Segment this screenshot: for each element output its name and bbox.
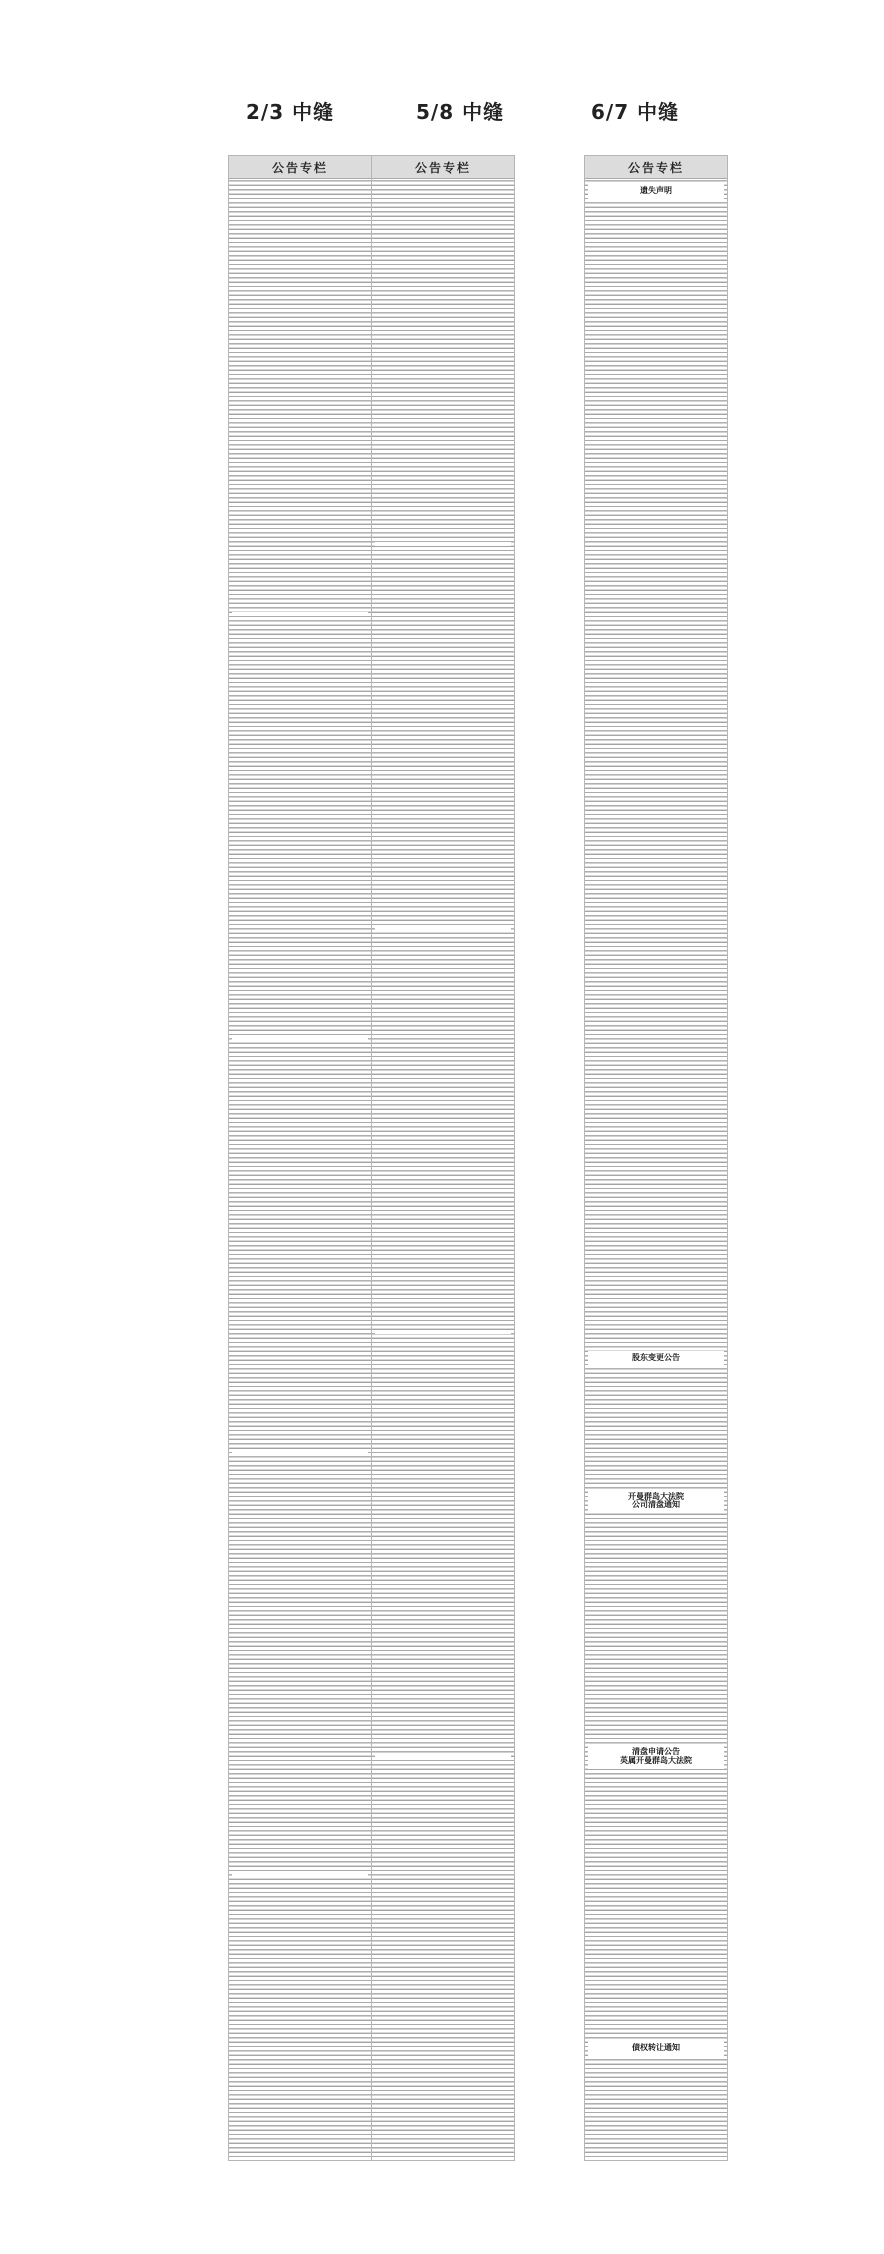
notice-text-block — [375, 182, 511, 542]
notice-text-block — [232, 1040, 368, 1450]
notice-text-block — [588, 1771, 724, 2039]
notice-text-block — [588, 201, 724, 1349]
notice-title: 债权转让通知 — [588, 2041, 724, 2056]
notice-column-3 — [584, 155, 728, 2161]
notice-liquidation-petition — [588, 1745, 724, 2039]
notice-text-block — [375, 1334, 511, 1754]
notice-text-block — [375, 1758, 511, 2156]
notice-text-block — [588, 1515, 724, 1743]
column-body — [229, 179, 371, 2160]
notice-text-block — [232, 182, 368, 612]
notice-text-block — [588, 2058, 724, 2140]
notice-column-2 — [371, 155, 515, 2161]
notice-shareholder-change — [588, 1351, 724, 1488]
notice-title: 遗失声明 — [588, 184, 724, 199]
column-body — [372, 179, 514, 2160]
column-header: 公告专栏 — [229, 156, 371, 179]
notice-text-block — [375, 546, 511, 926]
notice-title: 清盘申请公告 英属开曼群岛大法院 — [588, 1745, 724, 1769]
notice-text-block — [232, 1454, 368, 1874]
page-title-col2: 5/8 中缝 — [416, 100, 505, 124]
notice-text-block — [375, 930, 511, 1330]
column-header: 公告专栏 — [585, 156, 727, 179]
page-title-col3: 6/7 中缝 — [591, 100, 680, 124]
notice-lost-declaration — [588, 184, 724, 1349]
column-header: 公告专栏 — [372, 156, 514, 179]
notice-cayman-liquidation — [588, 1490, 724, 1744]
notice-text-block — [588, 1368, 724, 1488]
column-body — [585, 179, 727, 2160]
page-title-col1: 2/3 中缝 — [246, 100, 335, 124]
notice-text-block — [232, 1878, 368, 2156]
notice-title: 股东变更公告 — [588, 1351, 724, 1366]
notice-text-block — [232, 616, 368, 1036]
notice-column-1 — [228, 155, 372, 2161]
notice-debt-transfer — [588, 2041, 724, 2140]
notice-title: 开曼群岛大法院 公司清盘通知 — [588, 1490, 724, 1514]
